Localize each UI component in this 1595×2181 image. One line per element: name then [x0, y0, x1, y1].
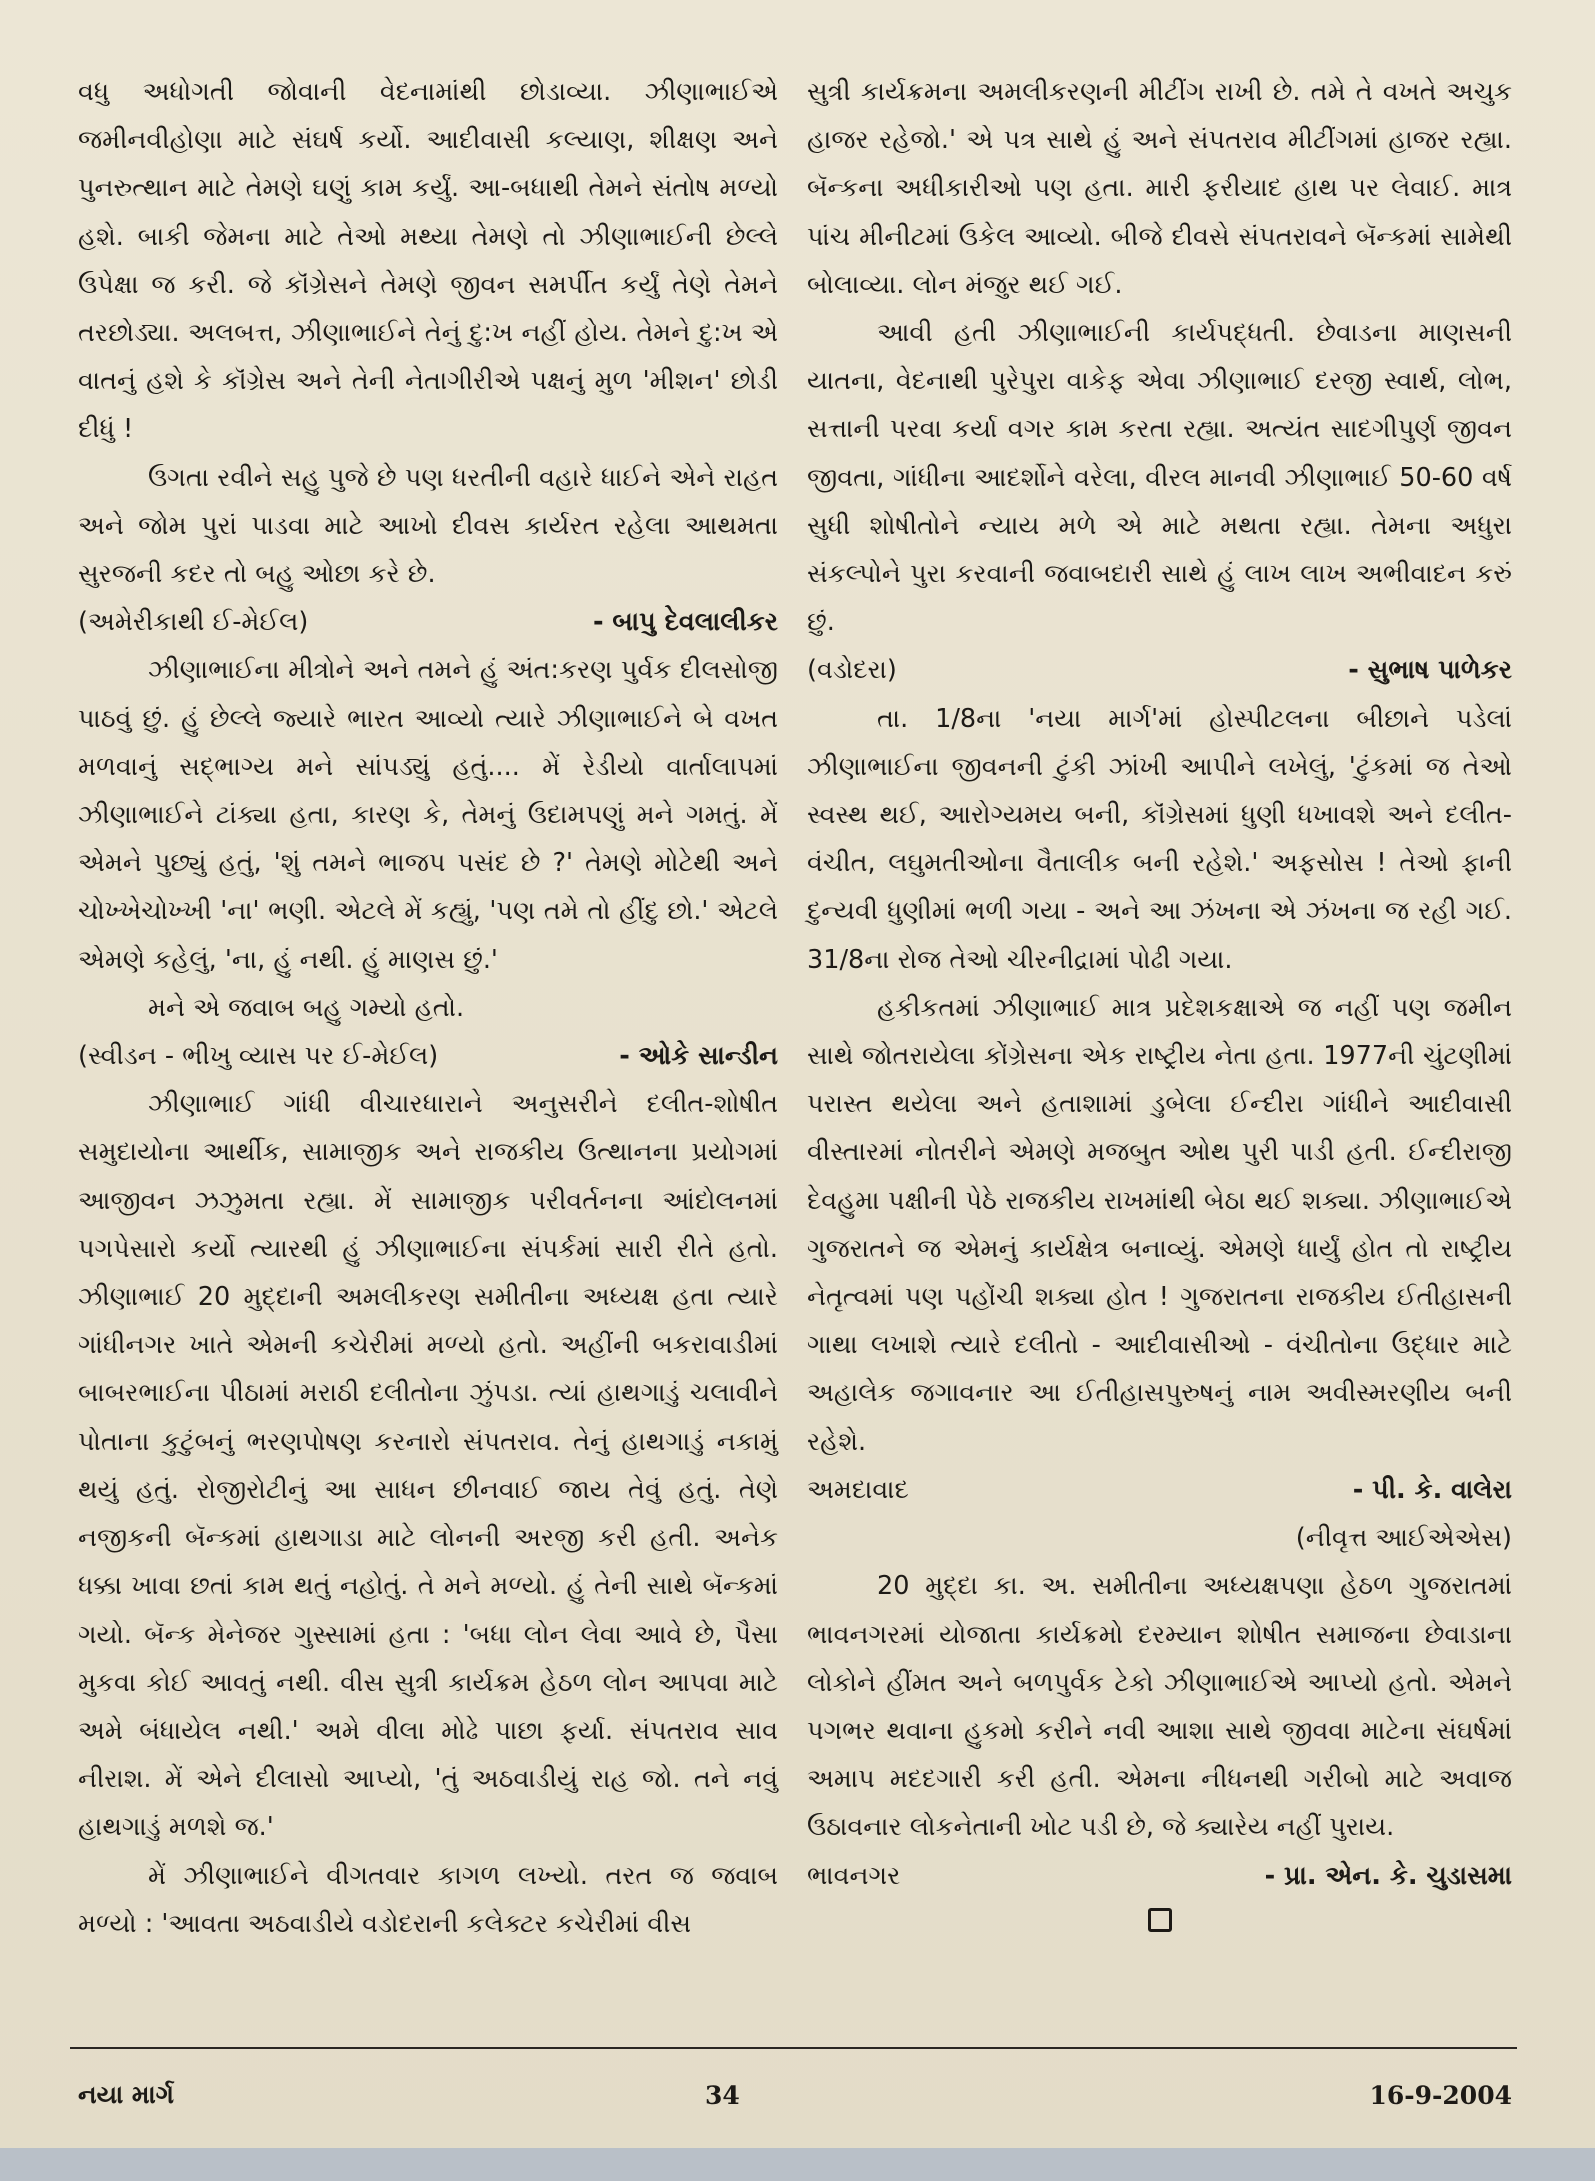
signature-place: ભાવનગર	[807, 1860, 901, 1891]
signature-line	[807, 1852, 1512, 1900]
signature-line	[807, 646, 1512, 694]
signature-place: અમદાવાદ	[807, 1474, 909, 1505]
signature-place: (અમેરીકાથી ઈ-મેઈલ)	[78, 607, 309, 638]
paragraph: 20 મુદ્દા કા. અ. સમીતીના અધ્યક્ષપણા હેઠળ ગુજરાતમાં ભાવનગરમાં યોજાતા કાર્યક્રમો દરમ્યાન શોષીત સમાજના છેવાડાના લોકોને હીંમત અને બળપુર્વક ટેકો ઝીણાભાઈએ આપ્યો હતો. એમને પગભર થવાના હુકમો કરીને નવી આશા સાથે જીવવા માટેના સંઘર્ષમાં અમાપ મદદગારી કરી હતી. એમના નીધનથી ગરીબો માટે અવાજ ઉઠાવનાર લોકનેતાની ખોટ પડી છે, જે ક્યારેય નહીં પુરાય.	[807, 1571, 1512, 1843]
signature-name: - ઓકે સાન્ડીન	[619, 1041, 778, 1072]
paragraph: તા. 1/8ના 'નયા માર્ગ'માં હોસ્પીટલના બીછાને પડેલાં ઝીણાભાઈના જીવનની ટુંકી ઝાંખી આપીને લખેલું, 'ટુંકમાં જ તેઓ સ્વસ્થ થઈ, આરોગ્યમય બની, કૉંગ્રેસમાં ધુણી ધખાવશે અને દલીત-વંચીત, લઘુમતીઓના વૈતાલીક બની રહેશે.' અફસોસ ! તેઓ ફાની દુન્યવી ધુણીમાં ભળી ગયા - અને આ ઝંખના એ ઝંખના જ રહી ગઈ. 31/8ના રોજ તેઓ ચીરનીદ્રામાં પોઢી ગયા.	[807, 703, 1512, 975]
paragraph: હકીકતમાં ઝીણાભાઈ માત્ર પ્રદેશકક્ષાએ જ નહીં પણ જમીન સાથે જોતરાયેલા કોંગ્રેસના એક રાષ્ટ્રીય નેતા હતા. 1977ની ચુંટણીમાં પરાસ્ત થયેલા અને હતાશામાં ડુબેલા ઈન્દીરા ગાંધીને આદીવાસી વીસ્તારમાં નોતરીને એમણે મજબુત ઓથ પુરી પાડી હતી. ઈન્દીરાજી દેવહુમા પક્ષીની પેઠે રાજકીય રાખમાંથી બેઠા થઈ શક્યા. ઝીણાભાઈએ ગુજરાતને જ એમનું કાર્યક્ષેત્ર બનાવ્યું. એમણે ધાર્યું હોત તો રાષ્ટ્રીય નેતૃત્વમાં પણ પહોંચી શક્યા હોત ! ગુજરાતના રાજકીય ઈતીહાસની ગાથા લખાશે ત્યારે દલીતો - આદીવાસીઓ - વંચીતોના ઉદ્ધાર માટે અહાલેક જગાવનાર આ ઈતીહાસપુરુષનું નામ અવીસ્મરણીય બની રહેશે.	[807, 992, 1512, 1457]
square-end-icon	[1148, 1908, 1172, 1932]
paragraph: મને એ જવાબ બહુ ગમ્યો હતો.	[148, 992, 465, 1023]
signature-line	[78, 598, 778, 646]
signature-name: - પ્રા. એન. કે. ચુડાસમા	[1264, 1860, 1512, 1891]
page-footer	[78, 2080, 1512, 2110]
signature-name: - પી. કે. વાલેરા	[1352, 1474, 1512, 1505]
paragraph: વધુ અધોગતી જોવાની વેદનામાંથી છોડાવ્યા. ઝીણાભાઈએ જમીનવીહોણા માટે સંઘર્ષ કર્યો. આદીવાસી કલ્યાણ, શીક્ષણ અને પુનરુત્થાન માટે તેમણે ઘણું કામ કર્યું. આ-બધાથી તેમને સંતોષ મળ્યો હશે. બાકી જેમના માટે તેઓ મથ્યા તેમણે તો ઝીણાભાઈની છેલ્લે ઉપેક્ષા જ કરી. જે કૉંગ્રેસને તેમણે જીવન સમર્પીત કર્યું તેણે તેમને તરછોડ્યા. અલબત્ત, ઝીણાભાઈને તેનું દુ:ખ નહીં હોય. તેમને દુ:ખ એ વાતનું હશે કે કૉંગ્રેસ અને તેની નેતાગીરીએ પક્ષનું મુળ 'મીશન' છોડી દીધું !	[78, 77, 778, 445]
right-column	[807, 68, 1512, 1940]
signature-place: (વડોદરા)	[807, 655, 897, 686]
paragraph: ઝીણાભાઈ ગાંધી વીચારધારાને અનુસરીને દલીત-શોષીત સમુદાયોના આર્થીક, સામાજીક અને રાજકીય ઉત્થાનના પ્રયોગમાં આજીવન ઝઝુમતા રહ્યા. મેં સામાજીક પરીવર્તનના આંદોલનમાં પગપેસારો કર્યો ત્યારથી હું ઝીણાભાઈના સંપર્કમાં સારી રીતે હતો. ઝીણાભાઈ 20 મુદ્દાની અમલીકરણ સમીતીના અધ્યક્ષ હતા ત્યારે ગાંધીનગર ખાતે એમની કચેરીમાં મળ્યો હતો. અહીંની બકરાવાડીમાં બાબરભાઈના પીઠામાં મરાઠી દલીતોના ઝુંપડા. ત્યાં હાથગાડું ચલાવીને પોતાના કુટુંબનું ભરણપોષણ કરનારો સંપતરાવ. તેનું હાથગાડું નકામું થયું હતું. રોજીરોટીનું આ સાધન છીનવાઈ જાય તેવું હતું. તેણે નજીકની બૅન્કમાં હાથગાડા માટે લોનની અરજી કરી હતી. અનેક ધક્કા ખાવા છતાં કામ થતું નહોતું. તે મને મળ્યો. હું તેની સાથે બૅન્કમાં ગયો. બૅન્ક મેનેજર ગુસ્સામાં હતા : 'બધા લોન લેવા આવે છે, પૈસા મુકવા કોઈ આવતું નથી. વીસ સુત્રી કાર્યક્રમ હેઠળ લોન આપવા માટે અમે બંધાયેલ નથી.' અમે વીલા મોઢે પાછા ફર્યા. સંપતરાવ સાવ નીરાશ. મેં એને દીલાસો આપ્યો, 'તું અઠવાડીયું રાહ જો. તને નવું હાથગાડું મળશે જ.'	[78, 1089, 778, 1843]
left-column	[78, 68, 778, 1948]
paragraph: મેં ઝીણાભાઈને વીગતવાર કાગળ લખ્યો. તરત જ જવાબ મળ્યો : 'આવતા અઠવાડીયે વડોદરાની કલેક્ટર કચેરીમાં વીસ	[78, 1860, 778, 1939]
issue-date: 16-9-2004	[1369, 2080, 1512, 2110]
page-number: 34	[705, 2080, 740, 2110]
signature-line	[807, 1466, 1512, 1514]
signature-name: - સુભાષ પાળેકર	[1348, 655, 1512, 686]
paragraph: સુત્રી કાર્યક્રમના અમલીકરણની મીટીંગ રાખી છે. તમે તે વખતે અચુક હાજર રહેજો.' એ પત્ર સાથે હું અને સંપતરાવ મીટીંગમાં હાજર રહ્યા. બૅન્કના અધીકારીઓ પણ હતા. મારી ફરીયાદ હાથ પર લેવાઈ. માત્ર પાંચ મીનીટમાં ઉકેલ આવ્યો. બીજે દીવસે સંપતરાવને બૅન્કમાં સામેથી બોલાવ્યા. લોન મંજુર થઈ ગઈ.	[807, 77, 1512, 300]
footer-divider	[70, 2047, 1517, 2049]
scan-edge-strip	[0, 2148, 1595, 2181]
signature-name: - બાપુ દેવલાલીકર	[592, 607, 778, 638]
end-of-article-mark	[807, 1900, 1512, 1940]
paragraph: ઉગતા રવીને સહુ પુજે છે પણ ધરતીની વહારે ધાઈને એને રાહત અને જોમ પુરાં પાડવા માટે આખો દીવસ કાર્યરત રહેલા આથમતા સુરજની કદર તો બહુ ઓછા કરે છે.	[78, 462, 778, 590]
signature-title-line	[807, 1514, 1512, 1562]
signature-title: (નીવૃત્ત આઈએએસ)	[1295, 1523, 1512, 1554]
signature-line	[78, 1032, 778, 1080]
publication-name: નયા માર્ગ	[78, 2080, 174, 2109]
signature-place: (સ્વીડન - ભીખુ વ્યાસ પર ઈ-મેઈલ)	[78, 1041, 439, 1072]
paragraph: આવી હતી ઝીણાભાઈની કાર્યપદ્ધતી. છેવાડના માણસની યાતના, વેદનાથી પુરેપુરા વાકેફ એવા ઝીણાભાઈ દરજી સ્વાર્થ, લોભ, સત્તાની પરવા કર્યા વગર કામ કરતા રહ્યા. અત્યંત સાદગીપુર્ણ જીવન જીવતા, ગાંધીના આદર્શોને વરેલા, વીરલ માનવી ઝીણાભાઈ 50-60 વર્ષ સુધી શોષીતોને ન્યાય મળે એ માટે મથતા રહ્યા. તેમના અધુરા સંકલ્પોને પુરા કરવાની જવાબદારી સાથે હું લાખ લાખ અભીવાદન કરું છું.	[807, 318, 1512, 638]
paragraph: ઝીણાભાઈના મીત્રોને અને તમને હું અંત:કરણ પુર્વક દીલસોજી પાઠવું છું. હું છેલ્લે જ્યારે ભારત આવ્યો ત્યારે ઝીણાભાઈને બે વખત મળવાનું સદ્ભાગ્ય મને સાંપડ્યું હતું.... મેં રેડીયો વાર્તાલાપમાં ઝીણાભાઈને ટાંક્યા હતા, કારણ કે, તેમનું ઉદામપણું મને ગમતું. મેં એમને પુછ્યું હતું, 'શું તમને ભાજપ પસંદ છે ?' તેમણે મોટેથી અને ચોખ્ખેચોખ્ખી 'ના' ભણી. એટલે મેં કહ્યું, 'પણ તમે તો હીંદુ છો.' એટલે એમણે કહેલું, 'ના, હું નથી. હું માણસ છું.'	[78, 655, 778, 975]
